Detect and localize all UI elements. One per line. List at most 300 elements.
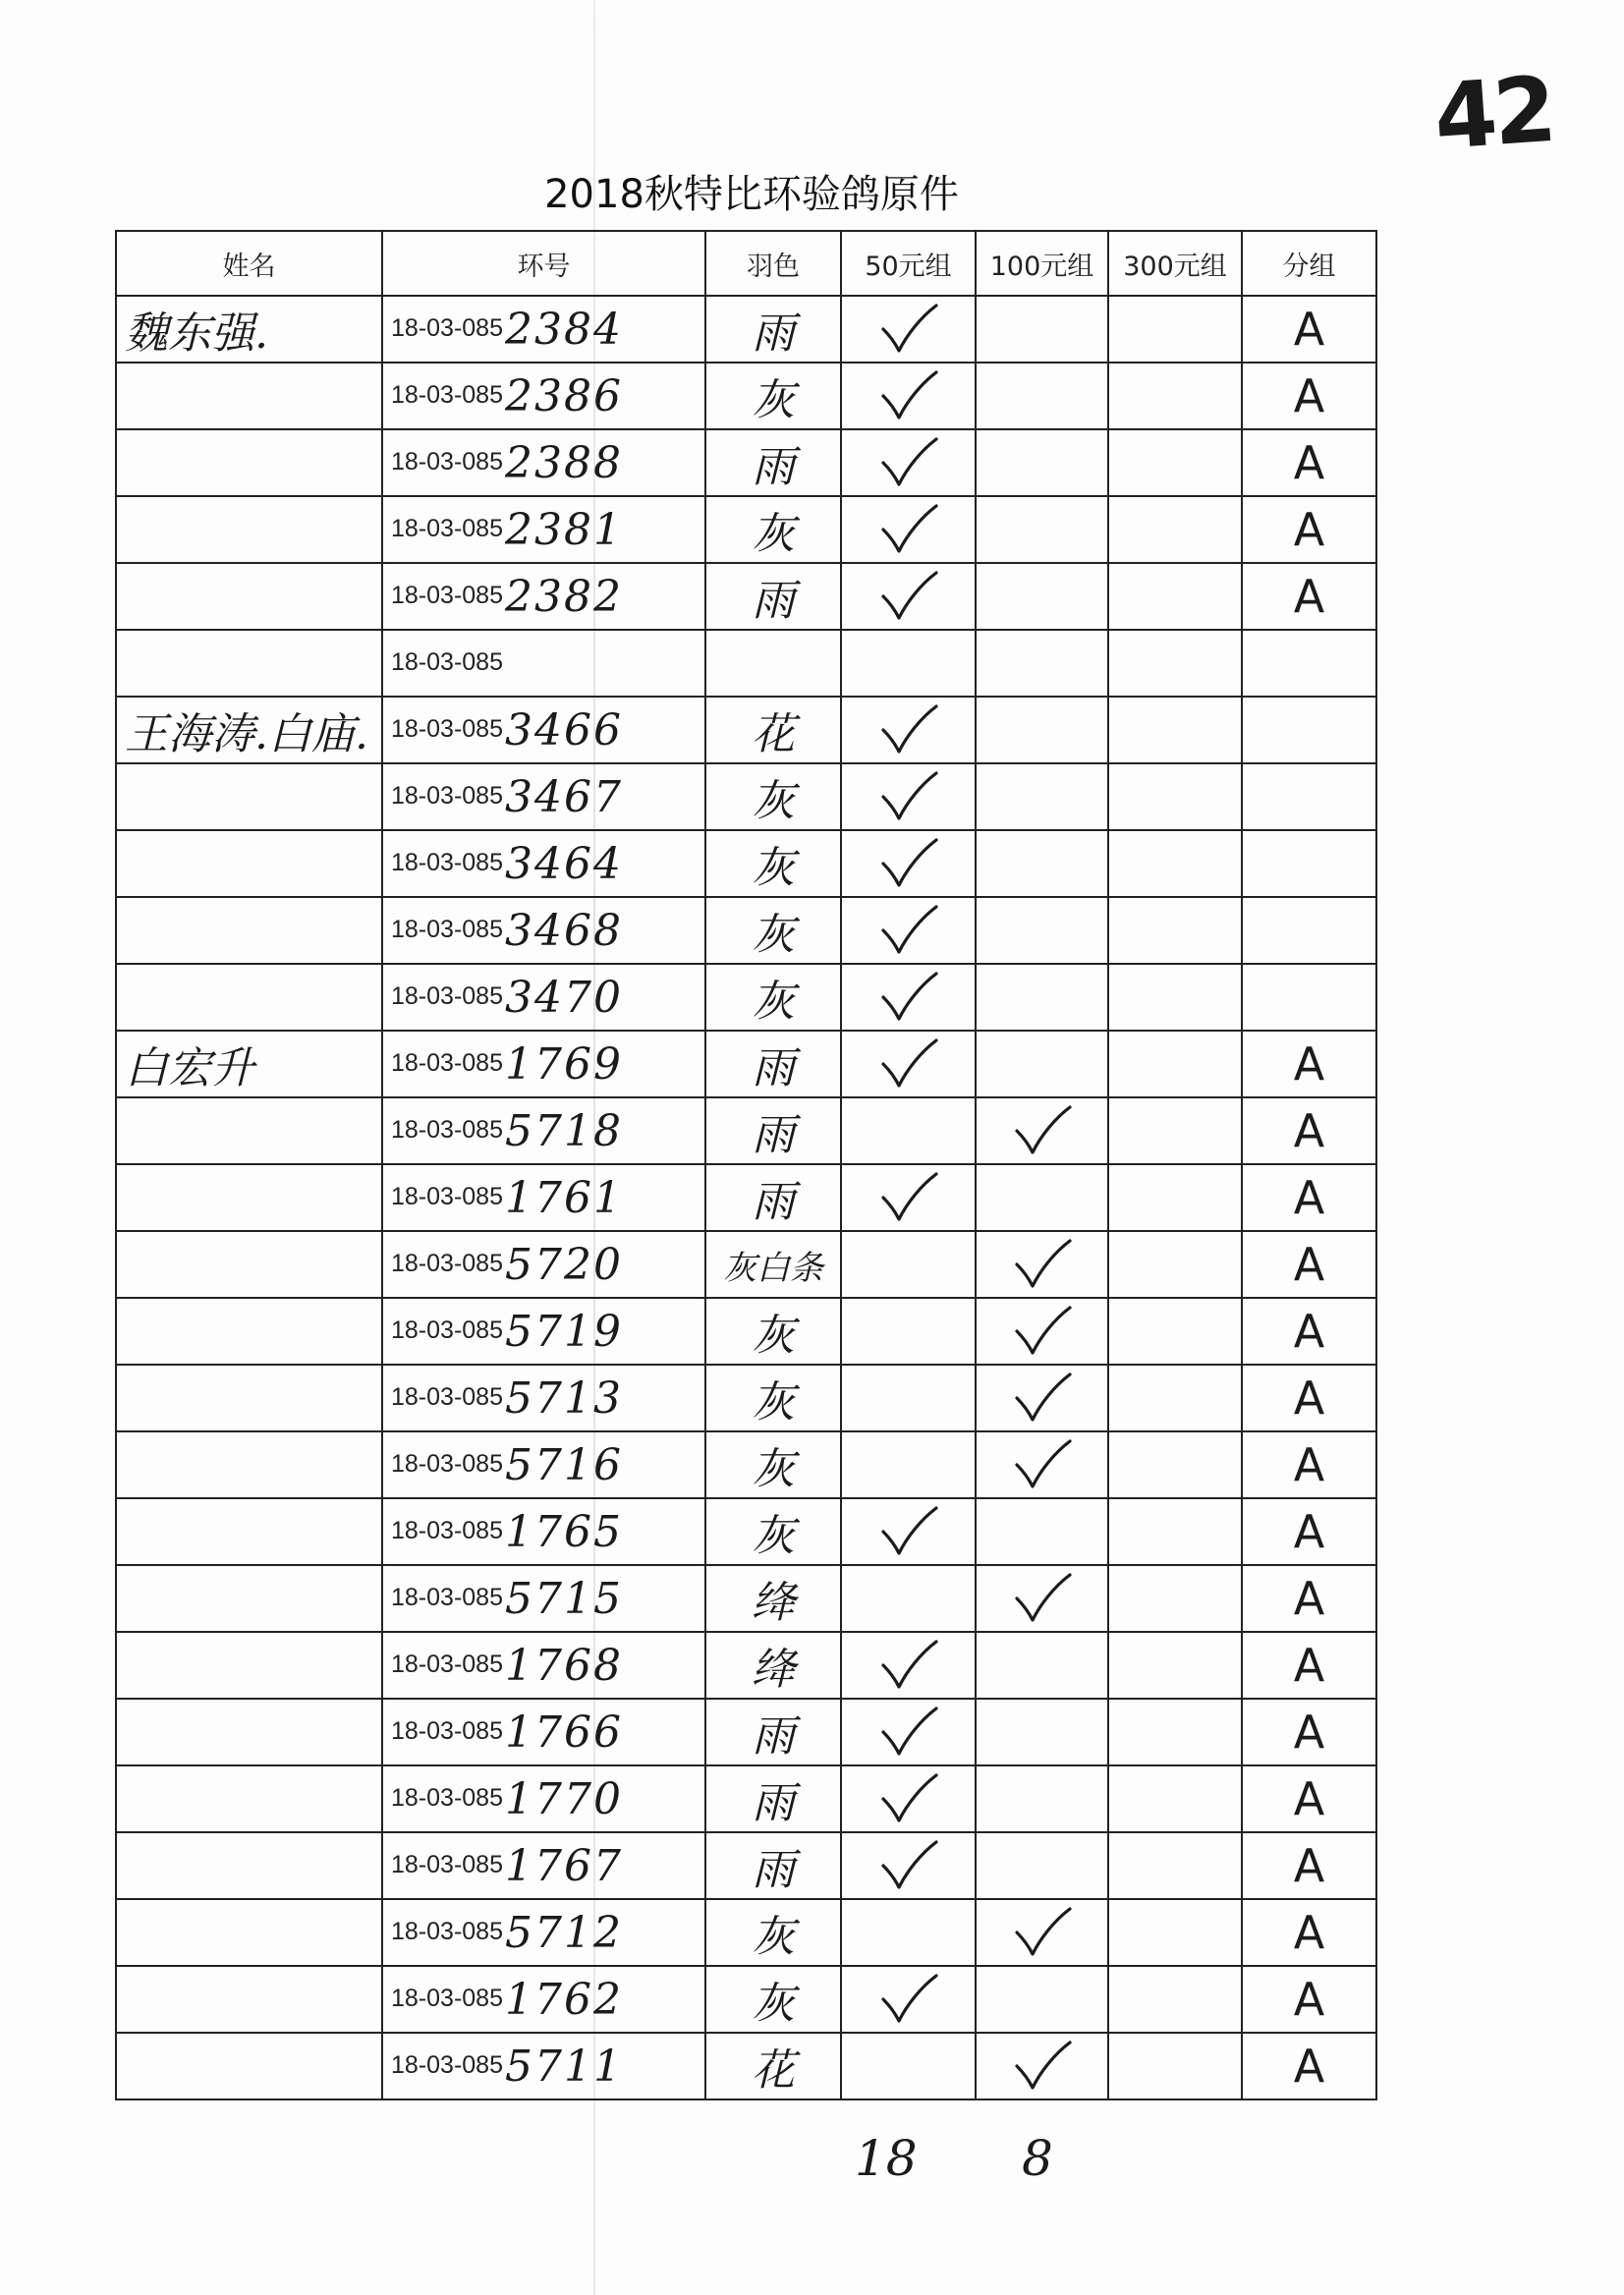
check-300-cell xyxy=(1108,964,1242,1031)
ring-number-prefix: 18-03-085 xyxy=(391,848,503,876)
ring-number-cell xyxy=(382,496,705,563)
check-100-icon xyxy=(1011,1437,1074,1492)
table-row xyxy=(116,1431,1376,1498)
table-row xyxy=(116,1164,1376,1231)
check-50-icon xyxy=(877,1504,940,1559)
ring-number-cell xyxy=(382,1431,705,1498)
ring-number-prefix: 18-03-085 xyxy=(391,1048,503,1077)
division-cell: A xyxy=(1242,1565,1376,1632)
check-50-icon xyxy=(877,569,940,624)
pigeon-register-table xyxy=(115,230,1377,2100)
table-row xyxy=(116,2033,1376,2099)
table-row xyxy=(116,563,1376,630)
check-100-cell xyxy=(976,2033,1108,2099)
ring-number-prefix: 18-03-085 xyxy=(391,1583,503,1611)
ring-number-prefix: 18-03-085 xyxy=(391,647,503,676)
column-header-300-group: 300元组 xyxy=(1108,231,1242,296)
owner-name-cell xyxy=(116,563,382,630)
table-row xyxy=(116,1498,1376,1565)
check-300-cell xyxy=(1108,1565,1242,1632)
check-100-cell xyxy=(976,697,1108,763)
ring-number-cell xyxy=(382,429,705,496)
table-row xyxy=(116,1565,1376,1632)
check-50-icon xyxy=(877,769,940,824)
owner-name-cell xyxy=(116,1565,382,1632)
ring-number-cell xyxy=(382,1565,705,1632)
check-50-icon xyxy=(877,836,940,891)
table-row xyxy=(116,697,1376,763)
feather-color-cell: 灰白条 xyxy=(705,1231,841,1298)
ring-number-cell xyxy=(382,897,705,964)
check-50-cell xyxy=(841,830,976,897)
table-row xyxy=(116,496,1376,563)
feather-color-cell: 灰 xyxy=(705,1498,841,1565)
feather-color-cell: 雨 xyxy=(705,1164,841,1231)
division-cell: A xyxy=(1242,1164,1376,1231)
owner-name-cell xyxy=(116,630,382,697)
check-50-cell xyxy=(841,1498,976,1565)
division-cell: A xyxy=(1242,1298,1376,1365)
ring-number-handwritten-suffix: 3467 xyxy=(504,771,623,822)
feather-color-cell: 雨 xyxy=(705,563,841,630)
feather-color-cell: 雨 xyxy=(705,1097,841,1164)
ring-number-prefix: 18-03-085 xyxy=(391,313,503,342)
check-100-cell xyxy=(976,1765,1108,1832)
column-header-ring-number: 环号 xyxy=(382,231,705,296)
table-header-row xyxy=(116,231,1376,296)
check-50-cell xyxy=(841,897,976,964)
ring-number-handwritten-suffix: 5713 xyxy=(504,1372,623,1424)
ring-number-prefix: 18-03-085 xyxy=(391,447,503,476)
ring-number-handwritten-suffix: 3470 xyxy=(504,972,623,1023)
ring-number-handwritten-suffix: 5720 xyxy=(504,1239,623,1290)
ring-number-prefix: 18-03-085 xyxy=(391,781,503,810)
check-50-icon xyxy=(877,502,940,557)
ring-number-prefix: 18-03-085 xyxy=(391,1115,503,1144)
ring-number-prefix: 18-03-085 xyxy=(391,981,503,1010)
check-300-cell xyxy=(1108,697,1242,763)
check-100-cell xyxy=(976,563,1108,630)
check-100-cell xyxy=(976,1632,1108,1699)
check-100-cell xyxy=(976,496,1108,563)
feather-color-cell: 花 xyxy=(705,697,841,763)
division-cell: A xyxy=(1242,1097,1376,1164)
division-cell: A xyxy=(1242,1699,1376,1765)
check-50-icon xyxy=(877,1771,940,1826)
ring-number-cell xyxy=(382,1699,705,1765)
division-cell: A xyxy=(1242,2033,1376,2099)
check-100-icon xyxy=(1011,1371,1074,1426)
table-row xyxy=(116,1699,1376,1765)
owner-name-cell xyxy=(116,1431,382,1498)
check-300-cell xyxy=(1108,2033,1242,2099)
check-50-icon xyxy=(877,1972,940,2027)
ring-number-handwritten-suffix: 2384 xyxy=(504,304,623,355)
check-50-cell xyxy=(841,1298,976,1365)
check-50-cell xyxy=(841,1699,976,1765)
check-300-cell xyxy=(1108,1765,1242,1832)
ring-number-handwritten-suffix: 1762 xyxy=(504,1974,623,2025)
check-100-cell xyxy=(976,1699,1108,1765)
ring-number-handwritten-suffix: 3464 xyxy=(504,838,623,889)
feather-color-cell: 灰 xyxy=(705,830,841,897)
check-50-cell xyxy=(841,1431,976,1498)
feather-color-cell: 雨 xyxy=(705,1832,841,1899)
ring-number-handwritten-suffix: 1766 xyxy=(504,1707,623,1758)
ring-number-handwritten-suffix: 5716 xyxy=(504,1439,623,1490)
check-300-cell xyxy=(1108,763,1242,830)
check-50-cell xyxy=(841,964,976,1031)
check-50-cell xyxy=(841,1164,976,1231)
column-header-feather-color: 羽色 xyxy=(705,231,841,296)
ring-number-prefix: 18-03-085 xyxy=(391,380,503,409)
table-row xyxy=(116,363,1376,429)
owner-name-cell xyxy=(116,496,382,563)
feather-color-cell: 灰 xyxy=(705,1298,841,1365)
check-50-cell xyxy=(841,1966,976,2033)
ring-number-handwritten-suffix: 5718 xyxy=(504,1105,623,1156)
check-100-cell xyxy=(976,1498,1108,1565)
feather-color-cell: 雨 xyxy=(705,1031,841,1097)
ring-number-prefix: 18-03-085 xyxy=(391,1182,503,1210)
ring-number-prefix: 18-03-085 xyxy=(391,1249,503,1277)
ring-number-cell xyxy=(382,1832,705,1899)
owner-name-cell xyxy=(116,1632,382,1699)
check-300-cell xyxy=(1108,897,1242,964)
ring-number-prefix: 18-03-085 xyxy=(391,1650,503,1678)
ring-number-cell xyxy=(382,563,705,630)
owner-name-cell xyxy=(116,1298,382,1365)
check-100-icon xyxy=(1011,1103,1074,1158)
check-100-cell xyxy=(976,1431,1108,1498)
table-row xyxy=(116,1832,1376,1899)
ring-number-prefix: 18-03-085 xyxy=(391,1984,503,2012)
ring-number-prefix: 18-03-085 xyxy=(391,514,503,542)
ring-number-cell xyxy=(382,1899,705,1966)
check-300-cell xyxy=(1108,1899,1242,1966)
ring-number-cell xyxy=(382,830,705,897)
check-100-icon xyxy=(1011,1571,1074,1626)
feather-color-cell: 灰 xyxy=(705,1431,841,1498)
table-row xyxy=(116,1298,1376,1365)
check-300-cell xyxy=(1108,1097,1242,1164)
column-header-50-group: 50元组 xyxy=(841,231,976,296)
ring-number-handwritten-suffix: 3466 xyxy=(504,704,623,756)
owner-name-cell: 魏东强. xyxy=(116,296,382,363)
feather-color-cell: 灰 xyxy=(705,1899,841,1966)
check-50-icon xyxy=(877,1838,940,1893)
ring-number-handwritten-suffix: 2386 xyxy=(504,370,623,421)
table-row xyxy=(116,1097,1376,1164)
column-header-division: 分组 xyxy=(1242,231,1376,296)
check-50-icon xyxy=(877,302,940,357)
check-100-cell xyxy=(976,897,1108,964)
ring-number-cell xyxy=(382,1765,705,1832)
ring-number-cell xyxy=(382,1298,705,1365)
feather-color-cell: 花 xyxy=(705,2033,841,2099)
ring-number-handwritten-suffix: 2388 xyxy=(504,437,623,488)
owner-name-cell xyxy=(116,763,382,830)
check-300-cell xyxy=(1108,1231,1242,1298)
check-100-icon xyxy=(1011,2039,1074,2094)
check-50-icon xyxy=(877,368,940,423)
check-300-cell xyxy=(1108,1832,1242,1899)
division-cell: A xyxy=(1242,496,1376,563)
division-cell: A xyxy=(1242,1765,1376,1832)
ring-number-cell xyxy=(382,1632,705,1699)
division-cell: A xyxy=(1242,1632,1376,1699)
check-50-icon xyxy=(877,1638,940,1693)
ring-number-prefix: 18-03-085 xyxy=(391,1315,503,1344)
feather-color-cell: 绛 xyxy=(705,1565,841,1632)
table-row xyxy=(116,296,1376,363)
check-50-cell xyxy=(841,429,976,496)
table-body xyxy=(116,296,1376,2099)
feather-color-cell: 雨 xyxy=(705,1699,841,1765)
check-100-cell xyxy=(976,429,1108,496)
table-row xyxy=(116,1765,1376,1832)
table-row xyxy=(116,630,1376,697)
ring-number-prefix: 18-03-085 xyxy=(391,1516,503,1544)
table-row xyxy=(116,1632,1376,1699)
division-cell: A xyxy=(1242,1365,1376,1431)
check-300-cell xyxy=(1108,496,1242,563)
ring-number-prefix: 18-03-085 xyxy=(391,1716,503,1745)
check-50-icon xyxy=(877,1705,940,1760)
division-cell: A xyxy=(1242,363,1376,429)
check-50-cell xyxy=(841,1231,976,1298)
check-300-cell xyxy=(1108,1498,1242,1565)
ring-number-handwritten-suffix: 1765 xyxy=(504,1506,623,1557)
table-row xyxy=(116,964,1376,1031)
handwritten-total-50: 18 xyxy=(855,2130,918,2187)
check-300-cell xyxy=(1108,1031,1242,1097)
owner-name-cell xyxy=(116,1365,382,1431)
document-title: 2018秋特比环验鸽原件 xyxy=(544,172,959,217)
ring-number-prefix: 18-03-085 xyxy=(391,714,503,743)
ring-number-prefix: 18-03-085 xyxy=(391,1850,503,1878)
division-cell xyxy=(1242,897,1376,964)
ring-number-prefix: 18-03-085 xyxy=(391,1917,503,1945)
check-50-cell xyxy=(841,697,976,763)
ring-number-cell xyxy=(382,964,705,1031)
division-cell: A xyxy=(1242,1231,1376,1298)
check-100-cell xyxy=(976,363,1108,429)
ring-number-cell xyxy=(382,1231,705,1298)
feather-color-cell: 灰 xyxy=(705,1365,841,1431)
division-cell xyxy=(1242,697,1376,763)
ring-number-cell xyxy=(382,1966,705,2033)
check-50-cell xyxy=(841,1097,976,1164)
feather-color-cell: 灰 xyxy=(705,496,841,563)
check-100-cell xyxy=(976,1031,1108,1097)
owner-name-cell xyxy=(116,1498,382,1565)
feather-color-cell: 灰 xyxy=(705,897,841,964)
check-50-cell xyxy=(841,363,976,429)
check-100-cell xyxy=(976,964,1108,1031)
check-100-cell xyxy=(976,630,1108,697)
column-header-100-group: 100元组 xyxy=(976,231,1108,296)
check-50-cell xyxy=(841,1565,976,1632)
check-300-cell xyxy=(1108,830,1242,897)
feather-color-cell: 雨 xyxy=(705,296,841,363)
check-50-icon xyxy=(877,702,940,757)
ring-number-handwritten-suffix: 5715 xyxy=(504,1573,623,1624)
check-100-icon xyxy=(1011,1905,1074,1960)
division-cell: A xyxy=(1242,1498,1376,1565)
check-100-cell xyxy=(976,1899,1108,1966)
check-100-cell xyxy=(976,1966,1108,2033)
division-cell: A xyxy=(1242,1431,1376,1498)
division-cell: A xyxy=(1242,429,1376,496)
ring-number-handwritten-suffix: 1767 xyxy=(504,1840,623,1891)
owner-name-cell: 王海涛.白庙. xyxy=(116,697,382,763)
check-50-cell xyxy=(841,2033,976,2099)
check-100-icon xyxy=(1011,1304,1074,1359)
ring-number-handwritten-suffix: 3468 xyxy=(504,905,623,956)
check-50-cell xyxy=(841,1832,976,1899)
check-100-cell xyxy=(976,830,1108,897)
check-50-cell xyxy=(841,630,976,697)
ring-number-handwritten-suffix: 5719 xyxy=(504,1306,623,1357)
ring-number-cell xyxy=(382,363,705,429)
table-row xyxy=(116,1899,1376,1966)
check-300-cell xyxy=(1108,429,1242,496)
division-cell: A xyxy=(1242,563,1376,630)
check-50-icon xyxy=(877,1036,940,1092)
ring-number-cell xyxy=(382,1097,705,1164)
ring-number-handwritten-suffix: 2381 xyxy=(504,504,623,555)
owner-name-cell xyxy=(116,1097,382,1164)
check-100-cell xyxy=(976,1365,1108,1431)
check-50-cell xyxy=(841,1632,976,1699)
division-cell: A xyxy=(1242,1899,1376,1966)
owner-name-cell xyxy=(116,363,382,429)
check-300-cell xyxy=(1108,1966,1242,2033)
division-cell xyxy=(1242,830,1376,897)
ring-number-cell xyxy=(382,296,705,363)
check-50-cell xyxy=(841,1899,976,1966)
check-300-cell xyxy=(1108,1699,1242,1765)
check-100-cell xyxy=(976,296,1108,363)
check-300-cell xyxy=(1108,363,1242,429)
ring-number-cell xyxy=(382,1164,705,1231)
owner-name-cell xyxy=(116,1765,382,1832)
feather-color-cell: 灰 xyxy=(705,964,841,1031)
check-50-cell xyxy=(841,496,976,563)
check-100-cell xyxy=(976,1298,1108,1365)
check-100-cell xyxy=(976,1231,1108,1298)
feather-color-cell: 绛 xyxy=(705,1632,841,1699)
check-300-cell xyxy=(1108,296,1242,363)
ring-number-handwritten-suffix: 1761 xyxy=(504,1172,623,1223)
division-cell xyxy=(1242,964,1376,1031)
division-cell: A xyxy=(1242,1966,1376,2033)
ring-number-prefix: 18-03-085 xyxy=(391,915,503,943)
check-100-cell xyxy=(976,1097,1108,1164)
division-cell: A xyxy=(1242,296,1376,363)
owner-name-cell: 白宏升 xyxy=(116,1031,382,1097)
check-100-cell xyxy=(976,1164,1108,1231)
table-row xyxy=(116,429,1376,496)
division-cell: A xyxy=(1242,1031,1376,1097)
ring-number-cell xyxy=(382,697,705,763)
table-row xyxy=(116,1966,1376,2033)
owner-name-cell xyxy=(116,429,382,496)
check-300-cell xyxy=(1108,1632,1242,1699)
division-cell xyxy=(1242,630,1376,697)
table-row xyxy=(116,763,1376,830)
feather-color-cell: 灰 xyxy=(705,763,841,830)
owner-name-cell xyxy=(116,1231,382,1298)
owner-name-cell xyxy=(116,1699,382,1765)
feather-color-cell xyxy=(705,630,841,697)
table-row xyxy=(116,1365,1376,1431)
check-100-icon xyxy=(1011,1237,1074,1292)
owner-name-cell xyxy=(116,2033,382,2099)
table-row xyxy=(116,1231,1376,1298)
check-300-cell xyxy=(1108,1164,1242,1231)
check-50-cell xyxy=(841,763,976,830)
table-row xyxy=(116,1031,1376,1097)
feather-color-cell: 灰 xyxy=(705,1966,841,2033)
check-100-cell xyxy=(976,1832,1108,1899)
division-cell: A xyxy=(1242,1832,1376,1899)
table-row xyxy=(116,897,1376,964)
column-header-name: 姓名 xyxy=(116,231,382,296)
check-100-cell xyxy=(976,763,1108,830)
ring-number-cell xyxy=(382,2033,705,2099)
check-50-cell xyxy=(841,563,976,630)
ring-number-cell xyxy=(382,1031,705,1097)
division-cell xyxy=(1242,763,1376,830)
owner-name-cell xyxy=(116,1164,382,1231)
check-50-cell xyxy=(841,296,976,363)
check-50-cell xyxy=(841,1031,976,1097)
ring-number-handwritten-suffix: 1770 xyxy=(504,1773,623,1824)
check-50-cell xyxy=(841,1365,976,1431)
owner-name-cell xyxy=(116,1966,382,2033)
ring-number-prefix: 18-03-085 xyxy=(391,581,503,609)
ring-number-prefix: 18-03-085 xyxy=(391,1382,503,1411)
check-50-icon xyxy=(877,435,940,490)
check-100-cell xyxy=(976,1565,1108,1632)
feather-color-cell: 雨 xyxy=(705,1765,841,1832)
ring-number-cell xyxy=(382,763,705,830)
check-50-icon xyxy=(877,970,940,1025)
check-50-icon xyxy=(877,1170,940,1225)
check-300-cell xyxy=(1108,1365,1242,1431)
check-300-cell xyxy=(1108,1298,1242,1365)
handwritten-total-100: 8 xyxy=(1022,2130,1053,2187)
feather-color-cell: 灰 xyxy=(705,363,841,429)
check-50-cell xyxy=(841,1765,976,1832)
check-300-cell xyxy=(1108,630,1242,697)
owner-name-cell xyxy=(116,897,382,964)
ring-number-handwritten-suffix: 1768 xyxy=(504,1640,623,1691)
ring-number-handwritten-suffix: 5712 xyxy=(504,1907,623,1958)
owner-name-cell xyxy=(116,964,382,1031)
ring-number-cell xyxy=(382,1365,705,1431)
owner-name-cell xyxy=(116,1832,382,1899)
check-50-icon xyxy=(877,903,940,958)
check-300-cell xyxy=(1108,1431,1242,1498)
owner-name-cell xyxy=(116,830,382,897)
ring-number-handwritten-suffix: 1769 xyxy=(504,1038,623,1090)
table-row xyxy=(116,830,1376,897)
owner-name-cell xyxy=(116,1899,382,1966)
ring-number-prefix: 18-03-085 xyxy=(391,1783,503,1812)
